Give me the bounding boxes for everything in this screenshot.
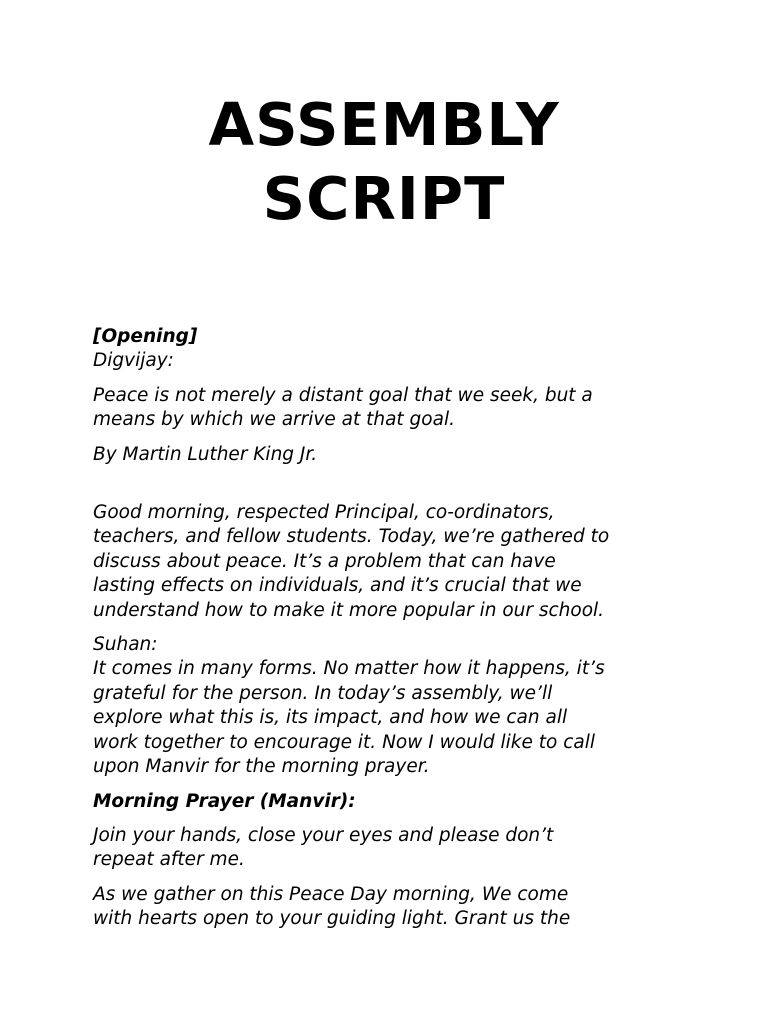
greeting-line: Good morning, respected Principal, co-ordinators, (93, 502, 555, 524)
speaker-digvijay: Digvijay: (93, 350, 174, 372)
suhan-line: grateful for the person. In today’s assembly, we’ll (93, 682, 553, 704)
quote-line: means by which we arrive at that goal. (93, 409, 455, 431)
spacer (93, 477, 683, 501)
prayer-intro-paragraph (93, 824, 683, 873)
greeting-line: discuss about peace. It’s a problem that can have (93, 550, 556, 572)
suhan-line: work together to encourage it. Now I would like to call (93, 731, 596, 753)
suhan-line: explore what this is, its impact, and how we can all (93, 707, 568, 729)
prayer-paragraph (93, 883, 683, 932)
greeting-line: lasting effects on individuals, and it’s crucial that we (93, 575, 582, 597)
title-line-1: ASSEMBLY (208, 90, 560, 159)
prayer-line: As we gather on this Peace Day morning, We come (93, 883, 569, 905)
greeting-line: understand how to make it more popular in our school. (93, 599, 605, 621)
speaker-suhan: Suhan: (93, 634, 158, 656)
quote-paragraph (93, 384, 683, 433)
suhan-line: upon Manvir for the morning prayer. (93, 756, 430, 778)
prayer-line: with hearts open to your guiding light. Grant us the (93, 908, 571, 930)
quote-line: Peace is not merely a distant goal that we seek, but a (93, 384, 593, 406)
prayer-intro-line: repeat after me. (93, 849, 245, 871)
prayer-heading: Morning Prayer (Manvir): (93, 790, 356, 812)
title-line-2: SCRIPT (262, 164, 506, 233)
suhan-line: It comes in many forms. No matter how it happens, it’s (93, 658, 605, 680)
quote-author: By Martin Luther King Jr. (93, 443, 318, 465)
greeting-line: teachers, and fellow students. Today, we’re gathered to (93, 526, 610, 548)
opening-heading: [Opening] (93, 326, 198, 347)
document-title (0, 88, 768, 236)
script-body (93, 325, 683, 942)
greeting-paragraph (93, 501, 683, 623)
suhan-paragraph (93, 633, 683, 779)
prayer-intro-line: Join your hands, close your eyes and please don’t (93, 824, 554, 846)
